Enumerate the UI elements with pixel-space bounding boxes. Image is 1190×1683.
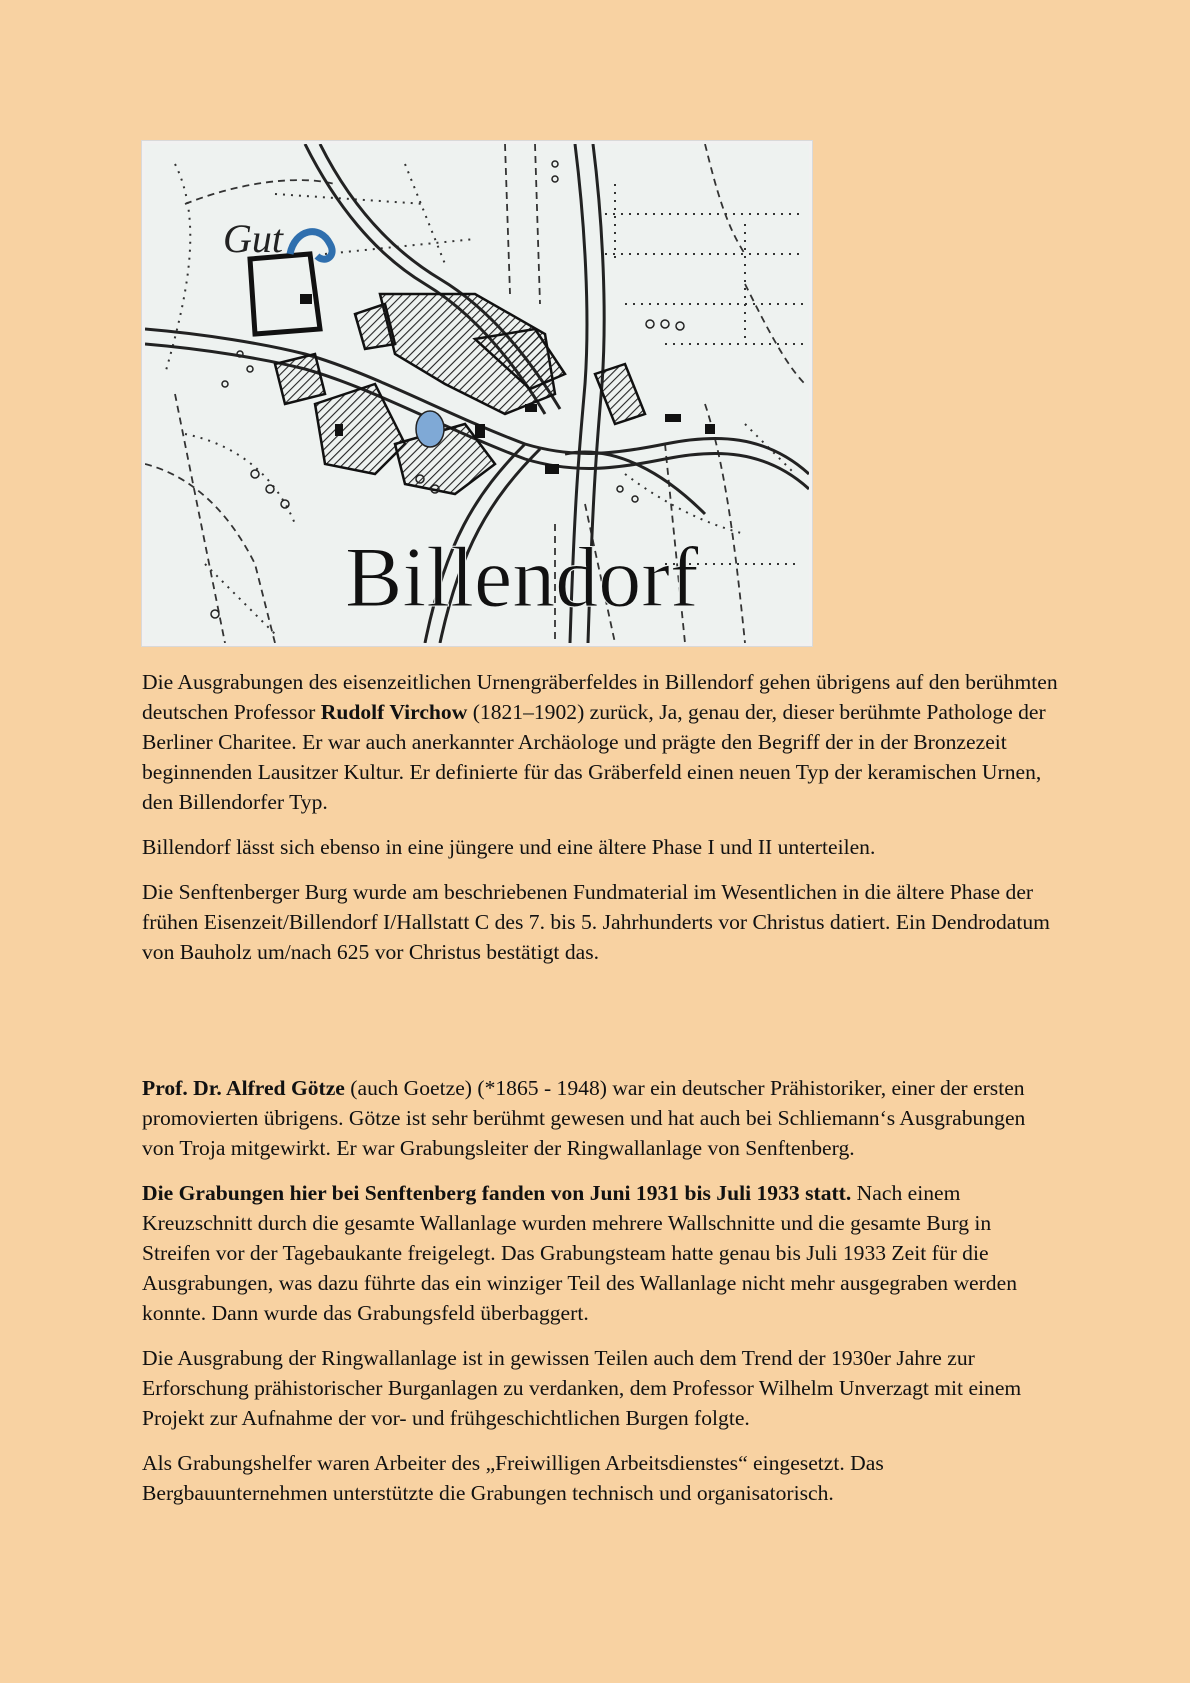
billendorf-map-drawing [145,144,809,643]
goetze-section [142,1073,1062,1523]
historic-map-image [142,141,812,646]
village-pond [416,411,444,447]
map-place-label: Billendorf [345,529,699,625]
paragraph-phases: Billendorf lässt sich ebenso in eine jüngere und eine ältere Phase I und II unterteilen. [142,835,876,859]
paragraph-research-trend: Die Ausgrabung der Ringwallanlage ist in gewissen Teilen auch dem Trend der 1930er Jahre zur Erforschung prähistorischer Burganlagen zu verdanken, dem Professor Wilhelm Unverzagt mit einem Projekt zur Aufnahme der vor- und frühgeschichtlichen Burgen folgte. [142,1346,1022,1430]
excavation-dates-highlight: Die Grabungen hier bei Senftenberg fanden von Juni 1931 bis Juli 1933 statt. [142,1181,852,1205]
virchow-section [142,667,1062,982]
paragraph-helpers: Als Grabungshelfer waren Arbeiter des „Freiwilligen Arbeitsdienstes“ eingesetzt. Das Bergbauunternehmen unterstützte die Grabungen technisch und organisatorisch. [142,1451,884,1505]
paragraph-dating: Die Senftenberger Burg wurde am beschriebenen Fundmaterial im Wesentlichen in die ältere Phase der frühen Eisenzeit/Billendorf I/Hallstatt C des 7. bis 5. Jahrhunderts vor Christus datiert. Ein Dendrodatum von Bauholz um/nach 625 vor Christus bestätigt das. [142,880,1050,964]
name-alfred-goetze: Prof. Dr. Alfred Götze [142,1076,345,1100]
paragraph-goetze: Prof. Dr. Alfred Götze (auch Goetze) (*1865 - 1948) war ein deutscher Prähistoriker, einer der ersten promovierten übrigens. Götze ist sehr berühmt gewesen und hat auch bei Schliemann‘s Ausgrabungen von Troja mitgewirkt. Er war Grabungsleiter der Ringwallanlage von Senftenberg. [142,1076,1026,1160]
paragraph-virchow: Die Ausgrabungen des eisenzeitlichen Urnengräberfeldes in Billendorf gehen übrigens auf den berühmten deutschen Professor Rudolf Virchow (1821–1902) zurück, Ja, genau der, dieser berühmte Pathologe der Berliner Charitee. Er war auch anerkannter Archäologe und prägte den Begriff der in der Bronzezeit beginnenden Lausitzer Kultur. Er definierte für das Gräberfeld einen neuen Typ der keramischen Urnen, den Billendorfer Typ. [142,670,1058,814]
name-rudolf-virchow: Rudolf Virchow [320,700,468,724]
paragraph-excavation-dates: Die Grabungen hier bei Senftenberg fanden von Juni 1931 bis Juli 1933 statt. Nach einem Kreuzschnitt durch die gesamte Wallanlage wurden mehrere Wallschnitte und die gesamte Burg in Streifen vor der Tagebaukante freigelegt. Das Grabungsteam hatte genau bis Juli 1933 Zeit für die Ausgrabungen, was dazu führte das ein winziger Teil des Wallanlage nicht mehr ausgegraben werden konnte. Dann wurde das Grabungsfeld überbaggert. [142,1181,1017,1325]
map-estate-label: Gut [223,216,283,261]
